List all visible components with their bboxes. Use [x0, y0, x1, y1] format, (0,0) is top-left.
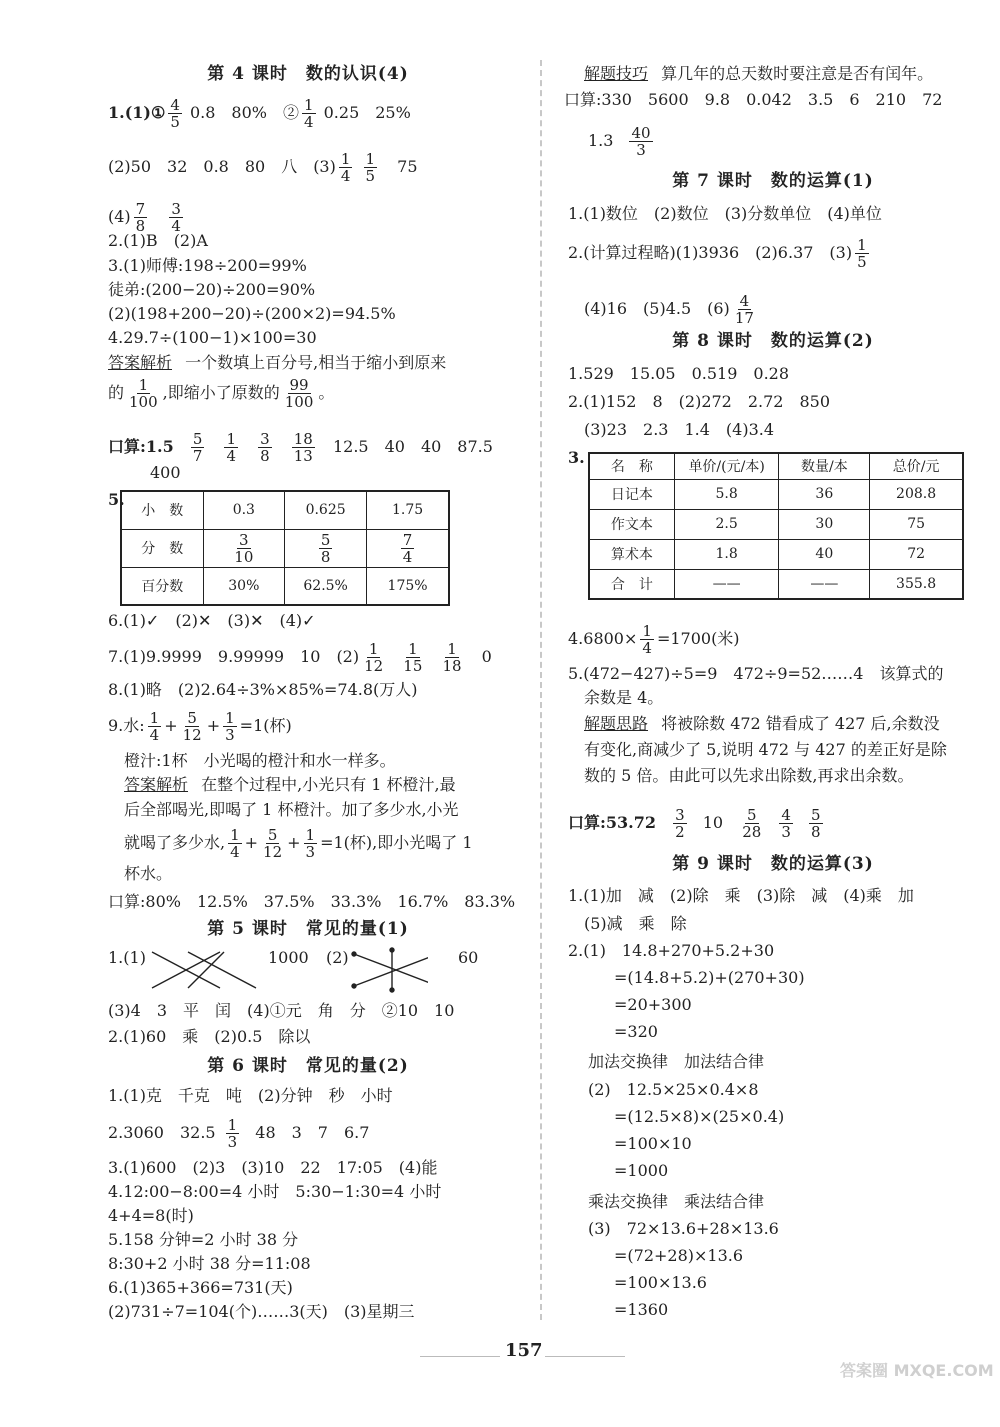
answer-6-4b: 4+4=8(时) — [108, 1206, 194, 1225]
analysis-label: 答案解析 — [108, 353, 173, 372]
answer-6-6a: 6.(1)365+366=731(天) — [108, 1278, 293, 1297]
section-heading-8: 第 8 课时 数的运算(2) — [672, 331, 874, 351]
answer-4-9b: 橙汁:1杯 小光喝的橙汁和水一样多。 — [124, 751, 396, 770]
section-heading-4: 第 4 课时 数的认识(4) — [207, 64, 409, 84]
oral-calc-4-2: 口算:80% 12.5% 37.5% 33.3% 16.7% 83.3% — [108, 892, 516, 911]
answer-9-2k: (3) 72×13.6+28×13.6 — [588, 1219, 779, 1238]
answer-5-1-1000: 1000 — [268, 948, 309, 967]
answer-9-1a: 1.(1)加 减 (2)除 乘 (3)除 减 (4)乘 加 — [568, 886, 914, 905]
answer-4-3a: 3.(1)师傅:198÷200=99% — [108, 256, 307, 275]
answer-7-2b: (4)16 (5)4.5 (6) $\frac{4}{17}$ — [584, 292, 754, 327]
answer-5-2: 2.(1)60 乘 (2)0.5 除以 — [108, 1027, 311, 1046]
answer-8-5b: 余数是 4。 — [584, 688, 664, 707]
answer-4-7: 7.(1)9.9999 9.99999 10 (2) $\frac{1}{12}$ $\frac{1}{15}$ $\frac{1}{18}$ 0 — [108, 640, 492, 675]
answer-4-3c: (2)(198+200−20)÷(200×2)=94.5% — [108, 304, 396, 323]
answer-8-2a: 2.(1)152 8 (2)272 2.72 850 — [568, 392, 831, 411]
column-divider — [540, 60, 542, 1320]
answer-7-1: 1.(1)数位 (2)数位 (3)分数单位 (4)单位 — [568, 204, 882, 223]
answer-9-2m: =100×13.6 — [614, 1273, 707, 1292]
tip-line: 解题技巧 算几年的总天数时要注意是否有闰年。 — [584, 64, 934, 83]
answer-9-2h: =100×10 — [614, 1134, 692, 1153]
answer-4-4: 4.29.7÷(100−1)×100=30 — [108, 328, 317, 347]
answer-9-2d: =320 — [614, 1022, 658, 1041]
answer-5-1-60: 60 — [458, 948, 479, 967]
answer-4-8: 8.(1)略 (2)2.64÷3%×85%=74.8(万人) — [108, 680, 418, 699]
answer-8-5d: 数的 5 倍。由此可以先求出除数,再求出余数。 — [584, 766, 914, 785]
answer-9-2b: =(14.8+5.2)+(270+30) — [614, 968, 805, 987]
answer-9-2c: =20+300 — [614, 995, 692, 1014]
answer-7-2a: 2.(计算过程略)(1)3936 (2)6.37 (3) $\frac{1}{5}$ — [568, 236, 867, 271]
answer-4-3b: 徒弟:(200−20)÷200=90% — [108, 280, 316, 299]
answer-4-4-analysis: 答案解析 一个数填上百分号,相当于缩小到原来 — [108, 353, 447, 372]
answer-4-4-analysis-b: 的 $\frac{1}{100}$ ,即缩小了原数的 $\frac{99}{100}$ 。 — [108, 376, 335, 411]
answer-8-1: 1.529 15.05 0.519 0.28 — [568, 364, 790, 383]
answer-6-2: 2.3060 32.5 $\frac{1}{3}$ 48 3 7 6.7 — [108, 1116, 370, 1151]
answer-6-6b: (2)731÷7=104(个)……3(天) (3)星期三 — [108, 1302, 415, 1321]
answer-4-5-label: 5. — [108, 490, 125, 509]
answer-4-6: 6.(1)✓ (2)✕ (3)✕ (4)✓ — [108, 611, 316, 630]
answer-8-5c: 有变化,商减少了 5,说明 472 与 427 的差正好是除 — [584, 740, 947, 759]
answer-6-1: 1.(1)克 千克 吨 (2)分钟 秒 小时 — [108, 1086, 393, 1105]
answer-4-2: 2.(1)B (2)A — [108, 231, 208, 250]
answer-4-1a: 1.(1)① $\frac{4}{5}$ 0.8 80% ② $\frac{1}{4}$ 0.25 25% — [108, 96, 411, 131]
footer-rule-right — [545, 1356, 625, 1357]
price-quantity-table: 名 称 单价/(元/本) 数量/本 总价/元 日记本 5.8 36 208.8 作文本 2.5 30 75 算术本 1.8 40 72 合 计 —— —— 355.8 — [588, 452, 964, 600]
answer-9-1b: (5)减 乘 除 — [584, 914, 687, 933]
answer-9-2a: 2.(1) 14.8+270+5.2+30 — [568, 941, 775, 960]
section-heading-9: 第 9 课时 数的运算(3) — [672, 854, 874, 874]
answer-4-9c: 后全部喝光,即喝了 1 杯橙汁。加了多少水,小光 — [124, 800, 459, 819]
answer-6-5a: 5.158 分钟=2 小时 38 分 — [108, 1230, 299, 1249]
oral-calc-4: 口算:1.5 $\frac{5}{7}$ $\frac{1}{4}$ $\frac{3}{8}$ $\frac{18}{13}$ 12.5 40 40 87.5 — [108, 430, 493, 465]
section-heading-5: 第 5 课时 常见的量(1) — [207, 919, 409, 939]
answer-6-3: 3.(1)600 (2)3 (3)10 22 17:05 (4)能 — [108, 1158, 438, 1177]
answer-6-4a: 4.12:00−8:00=4 小时 5:30−1:30=4 小时 — [108, 1182, 442, 1201]
answer-8-5a: 5.(472−427)÷5=9 472÷9=52……4 该算式的 — [568, 664, 944, 683]
page-number: 157 — [505, 1340, 543, 1361]
answer-8-3-label: 3. — [568, 448, 585, 467]
footer-rule-left — [420, 1356, 500, 1357]
answer-5-1-label: 1.(1) — [108, 948, 146, 967]
answer-4-1b: (2)50 32 0.8 80 八 (3) $\frac{1}{4}$ $\frac{1}{5}$ 75 — [108, 150, 418, 185]
answer-4-9a: 9.水: $\frac{1}{4}$ + $\frac{5}{12}$ + $\frac{1}{3}$ =1(杯) — [108, 709, 292, 744]
answer-9-2j: 乘法交换律 乘法结合律 — [588, 1192, 765, 1211]
answer-4-1c: (4) $\frac{7}{8}$ $\frac{3}{4}$ — [108, 200, 181, 235]
oral-calc-6: 口算:330 5600 9.8 0.042 3.5 6 210 72 — [564, 90, 943, 109]
answer-9-2l: =(72+28)×13.6 — [614, 1246, 744, 1265]
answer-8-4: 4.6800× $\frac{1}{4}$ =1700(米) — [568, 622, 740, 657]
answer-9-2g: =(12.5×8)×(25×0.4) — [614, 1107, 785, 1126]
section-heading-7: 第 7 课时 数的运算(1) — [672, 171, 874, 191]
decimal-fraction-percent-table: 小 数 0.3 0.625 1.75 分 数 $\frac{3}{10}$ $\frac{5}{8}$ $\frac{7}{4}$ 百分数 30% 62.5% 175% — [120, 490, 450, 606]
section-heading-6: 第 6 课时 常见的量(2) — [207, 1056, 409, 1076]
answer-6-5b: 8:30+2 小时 38 分=11:08 — [108, 1254, 311, 1273]
answer-9-2e: 加法交换律 加法结合律 — [588, 1052, 765, 1071]
answer-8-2b: (3)23 2.3 1.4 (4)3.4 — [584, 420, 775, 439]
answer-5-1b: (3)4 3 平 闰 (4)①元 角 分 ②10 10 — [108, 1001, 455, 1020]
answer-8-5-thinking: 解题思路 将被除数 472 错看成了 427 后,余数没 — [584, 714, 940, 733]
oral-calc-4b: 400 — [150, 463, 181, 482]
oral-calc-8: 口算:53.72 $\frac{3}{2}$ 10 $\frac{5}{28}$ $\frac{4}{3}$ $\frac{5}{8}$ — [568, 806, 821, 841]
answer-5-1-2: (2) — [326, 948, 349, 967]
answer-4-9e: 杯水。 — [124, 864, 173, 883]
tip-label: 解题技巧 — [584, 64, 649, 83]
answer-9-2n: =1360 — [614, 1300, 669, 1319]
answer-9-2f: (2) 12.5×25×0.4×8 — [588, 1080, 759, 1099]
answer-4-9-analysis: 答案解析 在整个过程中,小光只有 1 杯橙汁,最 — [124, 775, 456, 794]
answer-4-9d: 就喝了多少水, $\frac{1}{4}$ + $\frac{5}{12}$ + $\frac{1}{3}$ =1(杯),即小光喝了 1 — [124, 826, 473, 861]
watermark-logo: 答案圈 MXQE.COM — [840, 1361, 994, 1380]
answer-9-2i: =1000 — [614, 1161, 669, 1180]
oral-calc-6b: 1.3 $\frac{40}{3}$ — [588, 124, 651, 159]
